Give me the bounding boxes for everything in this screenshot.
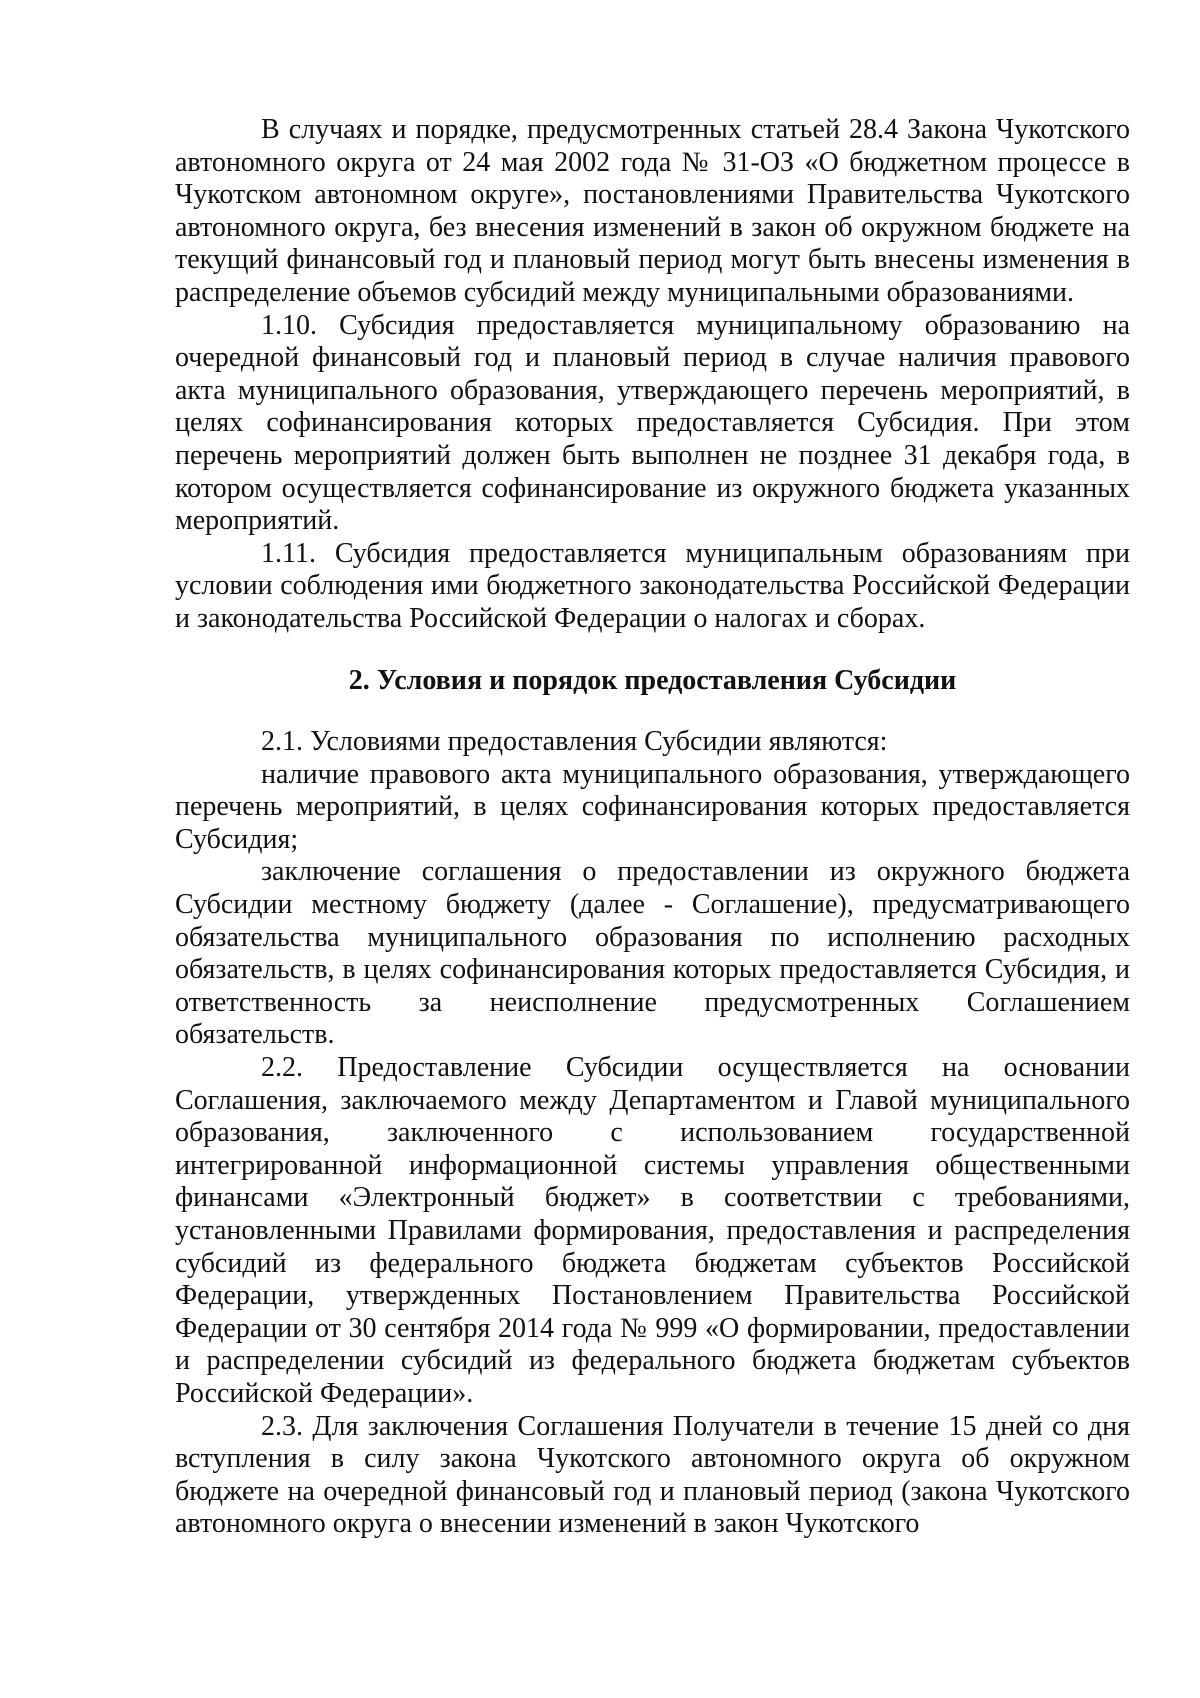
paragraph-condition-legal-act: наличие правового акта муниципального образования, утверждающего перечень мероприятий, в целях софинансирования которых предоставляется Субсидия; xyxy=(175,758,1130,855)
paragraph-condition-agreement: заключение соглашения о предоставлении из окружного бюджета Субсидии местному бюджету (далее - Соглашение), предусматривающего обязательства муниципального образования по исполнению расходных обязательств, в целях софинансирования которых предоставляется Субсидия, и ответственность за неисполнение предусмотренных Соглашением обязательств. xyxy=(175,856,1130,1051)
paragraph-1-10: 1.10. Субсидия предоставляется муниципальному образованию на очередной финансовый год и плановый период в случае наличия правового акта муниципального образования, утверждающего перечень мероприятий, в целях софинансирования которых предоставляется Субсидия. При этом перечень мероприятий должен быть выполнен не позднее 31 декабря года, в котором осуществляется софинансирование из окружного бюджета указанных мероприятий. xyxy=(175,309,1130,537)
paragraph-2-1: 2.1. Условиями предоставления Субсидии являются: xyxy=(261,726,888,758)
paragraph-2-3: 2.3. Для заключения Соглашения Получатели в течение 15 дней со дня вступления в силу закона Чукотского автономного округа об окружном бюджете на очередной финансовый год и плановый период (закона Чукотского автономного округа о внесении изменений в закон Чукотского xyxy=(175,1410,1130,1540)
paragraph-2-2: 2.2. Предоставление Субсидии осуществляется на основании Соглашения, заключаемого между Департаментом и Главой муниципального образования, заключенного с использованием государственной интегрированной информационной системы управления общественными финансами «Электронный бюджет» в соответствии с требованиями, установленными Правилами формирования, предоставления и распределения субсидий из федерального бюджета бюджетам субъектов Российской Федерации, утвержденных Постановлением Правительства Российской Федерации от 30 сентября 2014 года № 999 «О формировании, предоставлении и распределении субсидий из федерального бюджета бюджетам субъектов Российской Федерации». xyxy=(175,1052,1130,1409)
paragraph-subsidy-redistribution: В случаях и порядке, предусмотренных статьей 28.4 Закона Чукотского автономного округа от 24 мая 2002 года № 31-ОЗ «О бюджетном процессе в Чукотском автономном округе», постановлениями Правительства Чукотского автономного округа, без внесения изменений в закон об окружном бюджете на текущий финансовый год и плановый период могут быть внесены изменения в распределение объемов субсидий между муниципальными образованиями. xyxy=(175,114,1130,308)
paragraph-1-11: 1.11. Субсидия предоставляется муниципальным образованиям при условии соблюдения ими бюджетного законодательства Российской Федерации и законодательства Российской Федерации о налогах и сборах. xyxy=(175,537,1130,634)
document-body xyxy=(175,114,1130,1541)
section-heading: 2. Условия и порядок предоставления Субсидии xyxy=(348,664,957,696)
